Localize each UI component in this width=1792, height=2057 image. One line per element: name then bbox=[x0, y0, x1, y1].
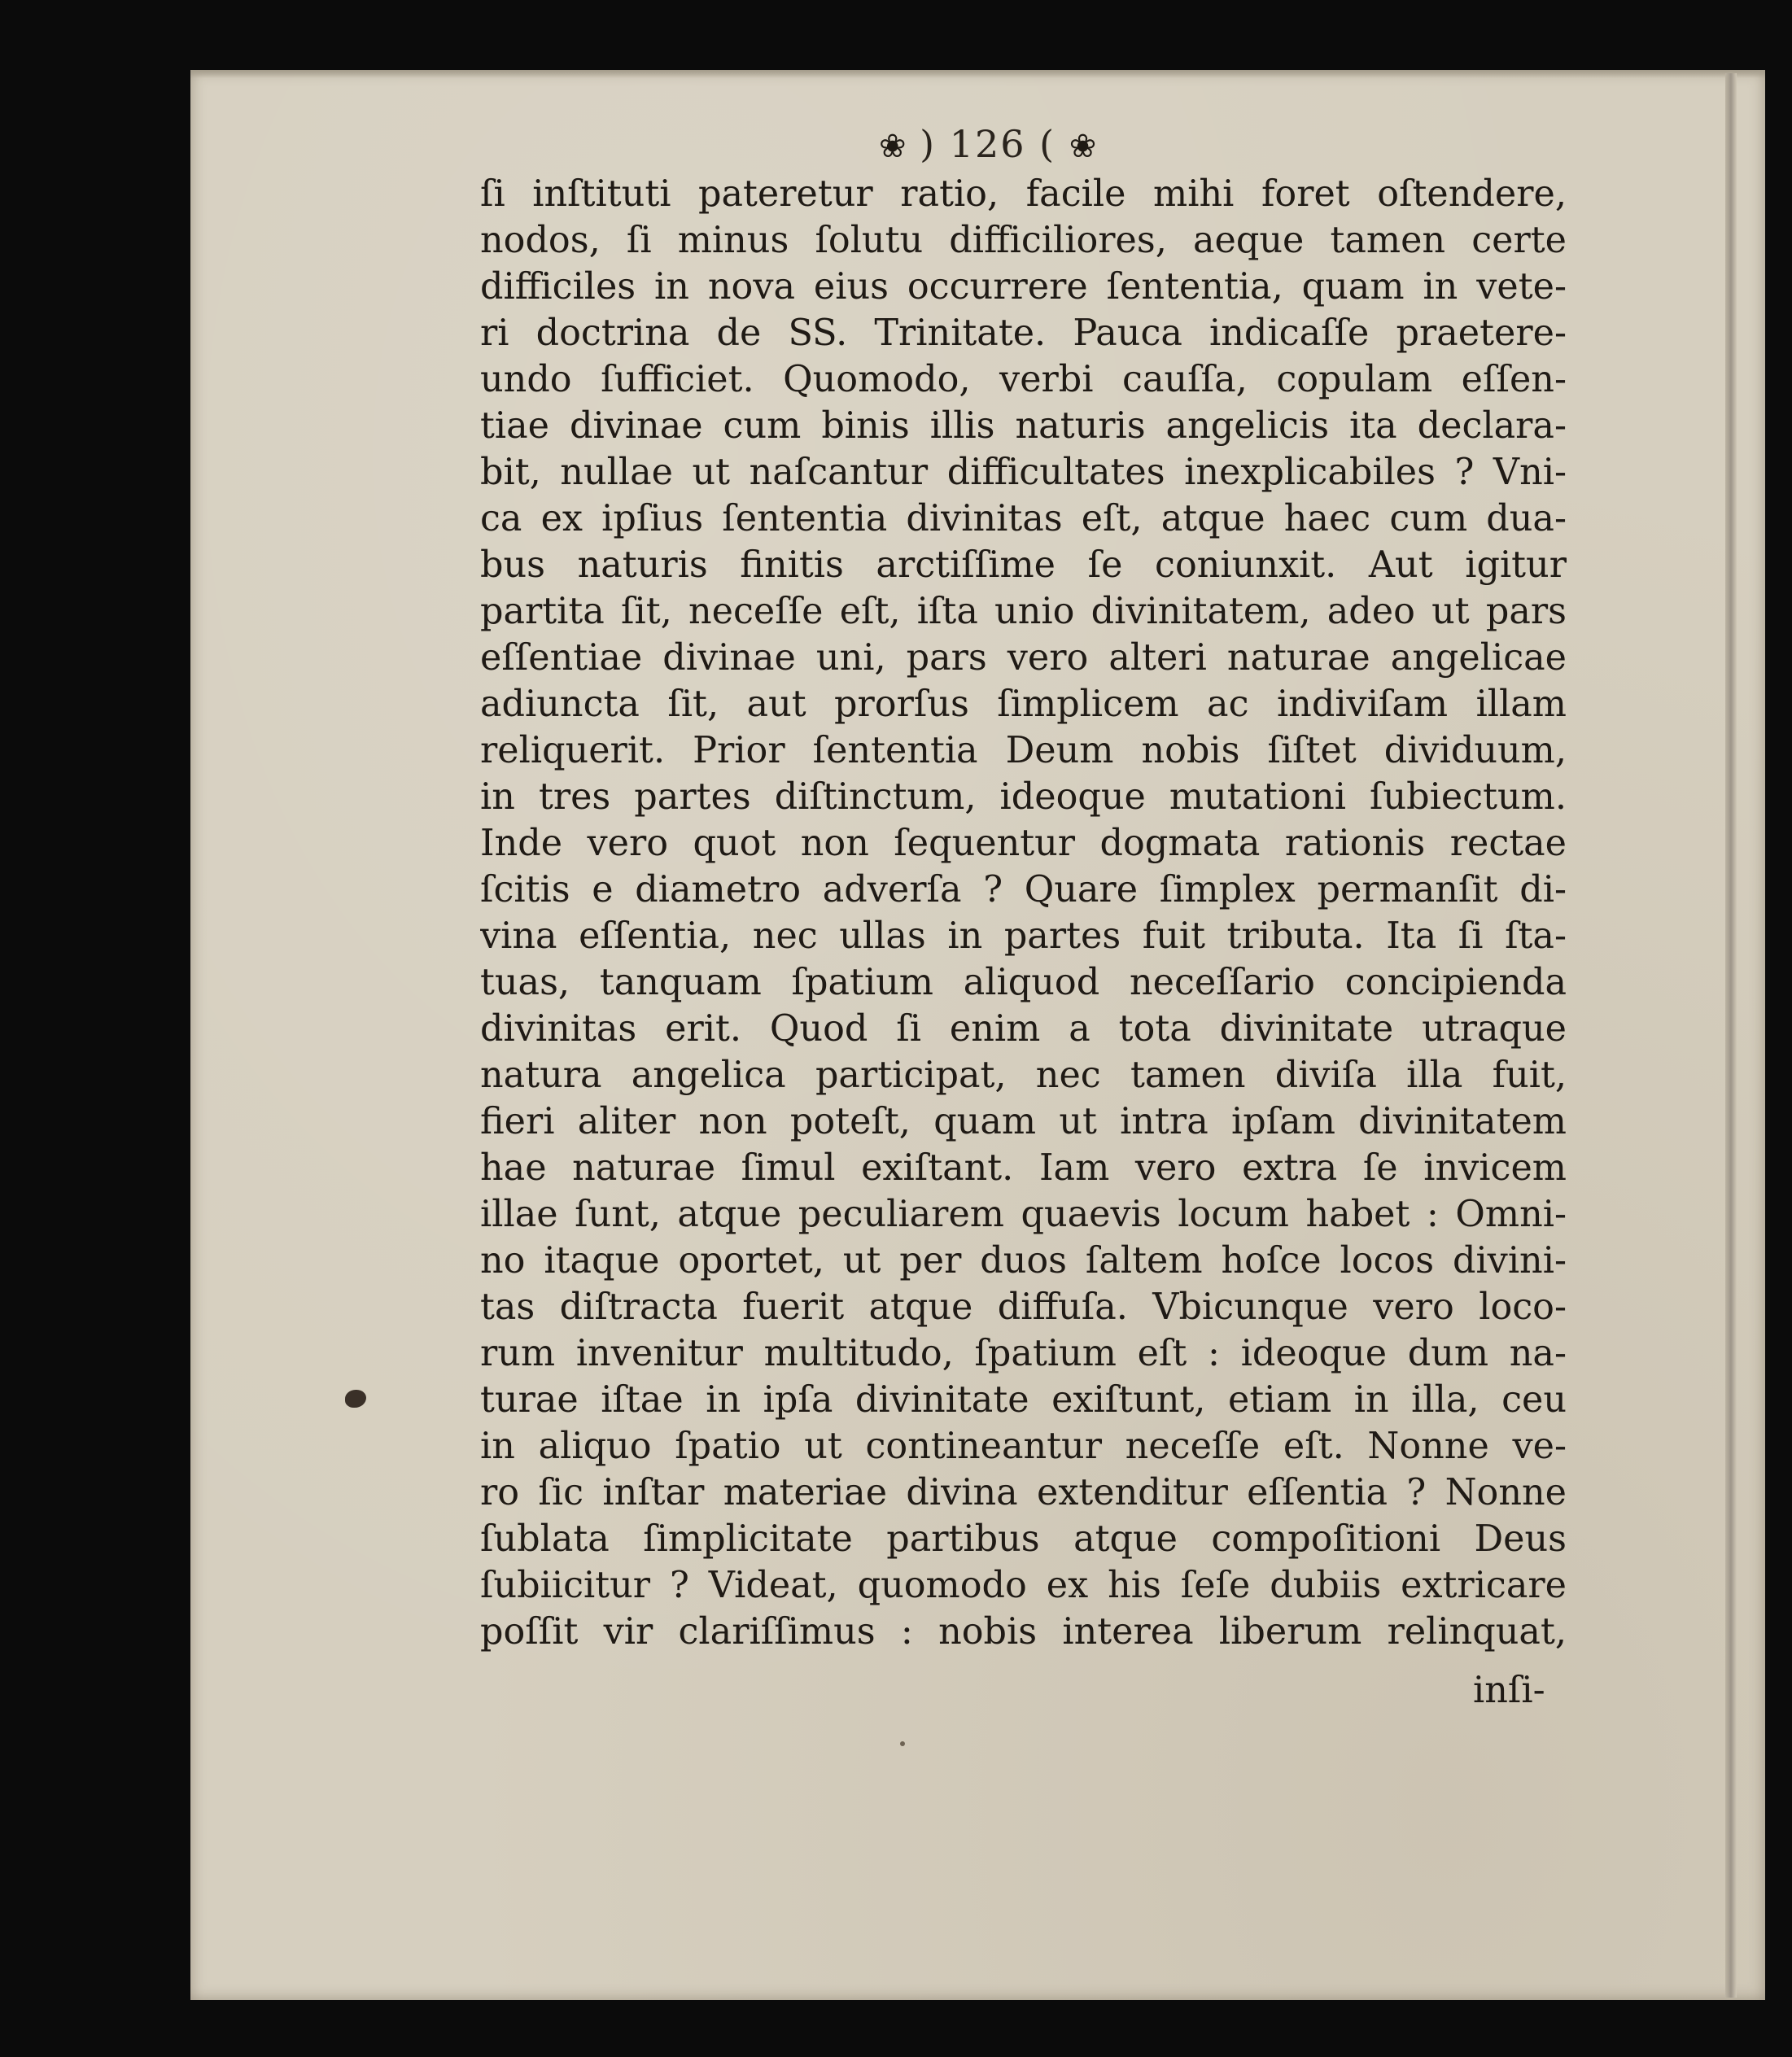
text-line: tiae divinae cum binis illis naturis angelicis ita declara- bbox=[480, 405, 1567, 447]
text-line: ſi inſtituti pateretur ratio, facile mihi foret oſtendere, bbox=[480, 173, 1567, 215]
text-line: ſublata ſimplicitate partibus atque compoſitioni Deus bbox=[480, 1518, 1567, 1560]
ornament-left-icon: ❀ bbox=[879, 128, 907, 165]
text-line: vina eſſentia, nec ullas in partes fuit tributa. Ita ſi ſta- bbox=[480, 915, 1567, 957]
text-line: tuas, tanquam ſpatium aliquod neceſſario concipienda bbox=[480, 962, 1567, 1003]
text-line: bus naturis finitis arctiſſime ſe coniunxit. Aut igitur bbox=[480, 544, 1567, 586]
text-line: turae iſtae in ipſa divinitate exiſtunt, etiam in illa, ceu bbox=[480, 1379, 1567, 1421]
text-line: rum invenitur multitudo, ſpatium eſt : ideoque dum na- bbox=[480, 1333, 1567, 1374]
text-line: undo ſufficiet. Quomodo, verbi cauſſa, copulam eſſen- bbox=[480, 359, 1567, 400]
text-line: poſſit vir clariſſimus : nobis interea liberum relinquat, bbox=[480, 1611, 1567, 1653]
text-line: adiuncta ſit, aut prorſus ſimplicem ac indiviſam illam bbox=[480, 683, 1567, 725]
text-line: ſubiicitur ? Videat, quomodo ex his ſeſe dubiis extricare bbox=[480, 1565, 1567, 1606]
text-line: fieri aliter non poteſt, quam ut intra ipſam divinitatem bbox=[480, 1101, 1567, 1142]
text-line: illae ſunt, atque peculiarem quaevis locum habet : Omni- bbox=[480, 1194, 1567, 1235]
page-gutter-edge bbox=[1725, 73, 1737, 1998]
text-line: divinitas erit. Quod ſi enim a tota divinitate utraque bbox=[480, 1008, 1567, 1050]
text-line: partita ſit, neceſſe eſt, iſta unio divinitatem, adeo ut pars bbox=[480, 591, 1567, 632]
text-line: tas diſtracta fuerit atque diffuſa. Vbicunque vero loco- bbox=[480, 1286, 1567, 1328]
text-line: bit, nullae ut naſcantur difficultates inexplicabiles ? Vni- bbox=[480, 452, 1567, 493]
paper-speck bbox=[900, 1741, 905, 1746]
text-line: nodos, ſi minus ſolutu difficiliores, aeque tamen certe bbox=[480, 220, 1567, 261]
body-text bbox=[480, 171, 1567, 1655]
text-line: difficiles in nova eius occurrere ſententia, quam in vete- bbox=[480, 266, 1567, 308]
text-line: ro ſic inſtar materiae divina extenditur eſſentia ? Nonne bbox=[480, 1472, 1567, 1513]
page-number: ) 126 ( bbox=[920, 122, 1056, 166]
text-line: hae naturae ſimul exiſtant. Iam vero extra ſe invicem bbox=[480, 1147, 1567, 1189]
text-line: natura angelica participat, nec tamen diviſa illa fuit, bbox=[480, 1055, 1567, 1096]
catchword: inſi- bbox=[1473, 1670, 1545, 1711]
text-line: reliquerit. Prior ſententia Deum nobis ſiſtet dividuum, bbox=[480, 730, 1567, 771]
text-line: eſſentiae divinae uni, pars vero alteri naturae angelicae bbox=[480, 637, 1567, 679]
page-top-edge bbox=[190, 70, 1765, 78]
text-line: no itaque oportet, ut per duos ſaltem hoſce locos divini- bbox=[480, 1240, 1567, 1282]
text-line: in tres partes diſtinctum, ideoque mutationi ſubiectum. bbox=[480, 776, 1567, 818]
running-header bbox=[879, 122, 1096, 166]
text-line: Inde vero quot non ſequentur dogmata rationis rectae bbox=[480, 823, 1567, 864]
ornament-right-icon: ❀ bbox=[1069, 128, 1097, 165]
text-line: in aliquo ſpatio ut contineantur neceſſe eſt. Nonne ve- bbox=[480, 1426, 1567, 1467]
text-line: ca ex ipſius ſententia divinitas eſt, atque haec cum dua- bbox=[480, 498, 1567, 539]
text-line: ſcitis e diametro adverſa ? Quare ſimplex permanſit di- bbox=[480, 869, 1567, 911]
text-line: ri doctrina de SS. Trinitate. Pauca indicaſſe praetere- bbox=[480, 312, 1567, 354]
